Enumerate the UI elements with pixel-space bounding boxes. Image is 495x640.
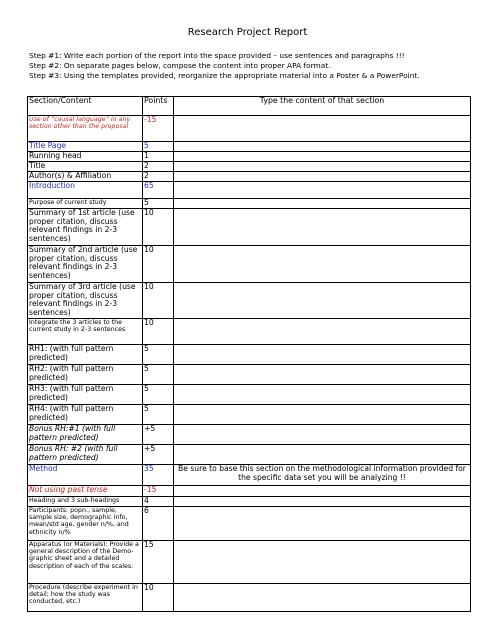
content-field[interactable] [174, 541, 471, 584]
content-field[interactable] [174, 199, 471, 209]
points-value: -15 [143, 116, 174, 142]
table-row [28, 425, 471, 445]
table-row [28, 507, 471, 541]
content-field[interactable] [174, 283, 471, 319]
content-field[interactable] [174, 365, 471, 385]
header-points: Points [143, 97, 174, 116]
content-field[interactable] [174, 319, 471, 345]
points-value: 10 [143, 209, 174, 246]
step-3: Step #3: Using the templates provided, reorganize the appropriate material into a Poster & a PowerPoint. [29, 71, 420, 80]
section-label: RH3: (with full pattern predicted) [28, 385, 143, 405]
points-value: 2 [143, 162, 174, 172]
table-header-row [28, 97, 471, 116]
section-label: Author(s) & Affiliation [28, 172, 143, 182]
points-value: +5 [143, 425, 174, 445]
points-value: -15 [143, 486, 174, 497]
table-row [28, 405, 471, 425]
section-label: Purpose of current study [28, 199, 143, 209]
points-value: 10 [143, 584, 174, 612]
content-field[interactable] [174, 246, 471, 283]
table-row [28, 199, 471, 209]
section-label: Apparatus (or Materials): Provide a general description of the Demo- graphic sheet and a detailed description of each of the scales: [28, 541, 143, 584]
instructions [29, 51, 489, 81]
table-row [28, 246, 471, 283]
content-field[interactable] [174, 445, 471, 465]
points-value: 6 [143, 507, 174, 541]
content-field[interactable] [174, 507, 471, 541]
content-field[interactable] [174, 142, 471, 152]
content-field[interactable] [174, 486, 471, 497]
section-label: Procedure (describe experiment in detail; how the study was conducted, etc.) [28, 584, 143, 612]
section-label: Title Page [28, 142, 143, 152]
points-value: 35 [143, 465, 174, 486]
table-row [28, 486, 471, 497]
points-value: +5 [143, 445, 174, 465]
section-label: Bonus RH:#1 (with full pattern predicted) [28, 425, 143, 445]
points-value: 10 [143, 283, 174, 319]
section-label: Title [28, 162, 143, 172]
table-row [28, 365, 471, 385]
content-field[interactable] [174, 497, 471, 507]
table-row [28, 172, 471, 182]
points-value: 10 [143, 246, 174, 283]
points-value: 5 [143, 385, 174, 405]
points-value: 65 [143, 182, 174, 199]
table-row [28, 209, 471, 246]
table-row [28, 116, 471, 142]
step-1: Step #1: Write each portion of the report into the space provided – use sentences and paragraphs !!! [29, 51, 405, 60]
content-field[interactable] [174, 405, 471, 425]
table-row [28, 182, 471, 199]
content-field[interactable] [174, 425, 471, 445]
page-title: Research Project Report [187, 27, 308, 38]
points-value: 10 [143, 319, 174, 345]
table-row [28, 584, 471, 612]
points-value: 2 [143, 172, 174, 182]
content-field[interactable] [174, 172, 471, 182]
points-value: 5 [143, 365, 174, 385]
content-field[interactable]: Be sure to base this section on the methodological information provided for the specific data set you will be analyzing !! [174, 465, 471, 486]
table-row [28, 541, 471, 584]
table-row [28, 319, 471, 345]
table-row [28, 162, 471, 172]
content-field[interactable] [174, 182, 471, 199]
table-row [28, 465, 471, 486]
report-table [27, 96, 471, 612]
table-row [28, 497, 471, 507]
section-label: Method [28, 465, 143, 486]
table-row [28, 445, 471, 465]
content-field[interactable] [174, 385, 471, 405]
points-value: 5 [143, 142, 174, 152]
points-value: 5 [143, 345, 174, 365]
section-label: RH4: (with full pattern predicted) [28, 405, 143, 425]
header-content: Type the content of that section [174, 97, 471, 116]
content-field[interactable] [174, 116, 471, 142]
content-field[interactable] [174, 584, 471, 612]
section-label: Bonus RH: #2 (with full pattern predicted) [28, 445, 143, 465]
section-label: Use of “causal language” in any section other than the proposal [28, 116, 143, 142]
header-section: Section/Content [28, 97, 143, 116]
section-label: Heading and 3 sub-headings [28, 497, 143, 507]
section-label: RH1: (with full pattern predicted) [28, 345, 143, 365]
content-field[interactable] [174, 345, 471, 365]
section-label: Introduction [28, 182, 143, 199]
points-value: 5 [143, 405, 174, 425]
points-value: 4 [143, 497, 174, 507]
table-row [28, 152, 471, 162]
table-row [28, 283, 471, 319]
section-label: Not using past tense [28, 486, 143, 497]
section-label: RH2: (with full pattern predicted) [28, 365, 143, 385]
step-2: Step #2: On separate pages below, compose the content into proper APA format. [29, 61, 331, 70]
table-row [28, 142, 471, 152]
content-field[interactable] [174, 209, 471, 246]
content-field[interactable] [174, 152, 471, 162]
section-label: Integrate the 3 articles to the current study in 2-3 sentences [28, 319, 143, 345]
section-label: Summary of 1st article (use proper citation, discuss relevant findings in 2-3 sentences) [28, 209, 143, 246]
content-field[interactable] [174, 162, 471, 172]
points-value: 5 [143, 199, 174, 209]
table-row [28, 345, 471, 365]
section-label: Summary of 2nd article (use proper citation, discuss relevant findings in 2-3 sentences) [28, 246, 143, 283]
table-row [28, 385, 471, 405]
section-label: Running head [28, 152, 143, 162]
points-value: 1 [143, 152, 174, 162]
points-value: 15 [143, 541, 174, 584]
section-label: Summary of 3rd article (use proper citation, discuss relevant findings in 2-3 sentences) [28, 283, 143, 319]
section-label: Participants: popn., sample, sample size, demographic info, mean/std age, gender n/%, and ethnicity n/% [28, 507, 143, 541]
